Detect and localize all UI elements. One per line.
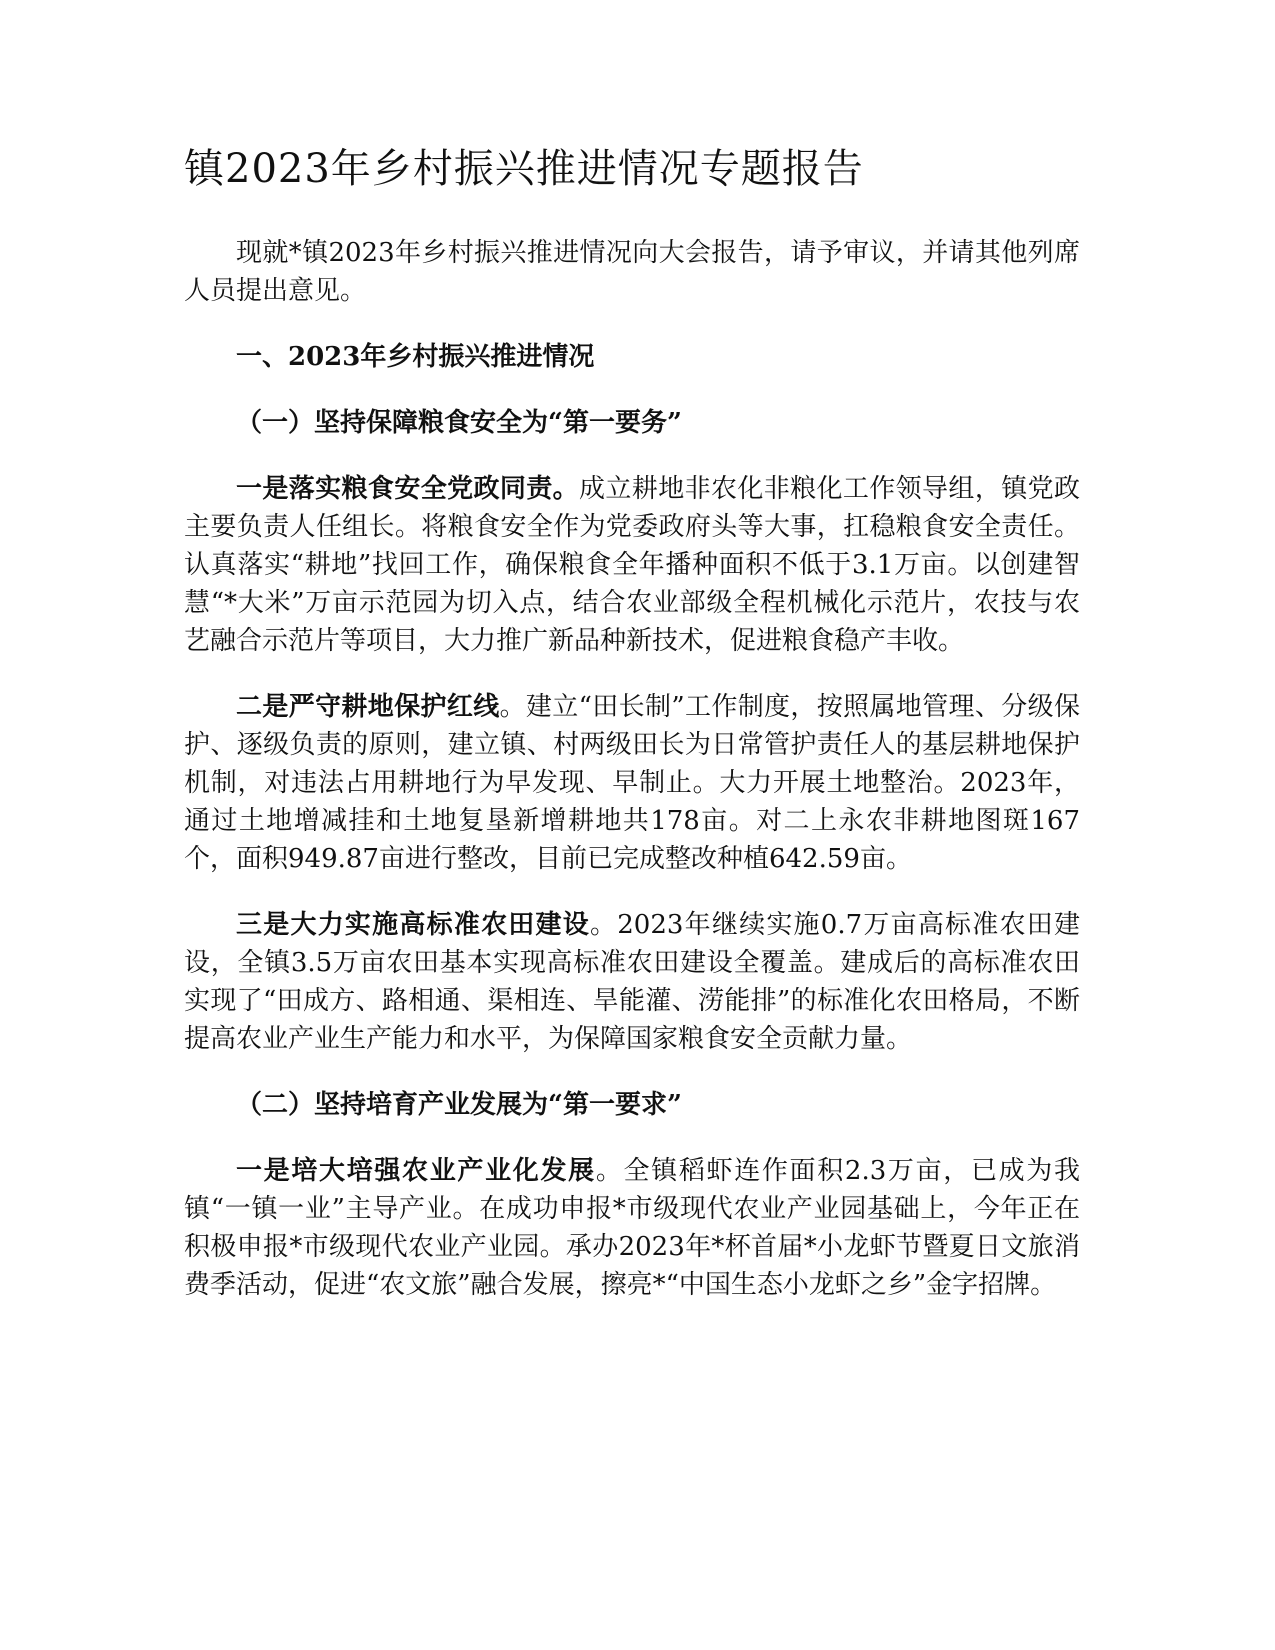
document-title: 镇2023年乡村振兴推进情况专题报告 (184, 146, 864, 192)
paragraph-body: 。全镇稻虾连作面积2.3万亩，已成为我镇“一镇一业”主导产业。在成功申报*市级现代农业产业园基础上，今年正在积极申报*市级现代农业产业园。承办2023年*杯首届*小龙虾节暨夏日文旅消费季活动，促进“农文旅”融合发展，擦亮*“中国生态小龙虾之乡”金字招牌。 (184, 1156, 1080, 1300)
section-1-heading: 一、2023年乡村振兴推进情况 (236, 342, 595, 372)
paragraph-lead: 二是严守耕地保护红线 (236, 692, 500, 722)
paragraph-lead: 三是大力实施高标准农田建设 (236, 910, 590, 940)
paragraph-industrialization (184, 1152, 1080, 1304)
paragraph-body: 。建立“田长制”工作制度，按照属地管理、分级保护、逐级负责的原则，建立镇、村两级田长为日常管护责任人的基层耕地保护机制，对违法占用耕地行为早发现、早制止。大力开展土地整治。2023年，通过土地增减挂和土地复垦新增耕地共178亩。对二上永农非耕地图斑167个，面积949.87亩进行整改，目前已完成整改种植642.59亩。 (184, 692, 1080, 874)
paragraph-lead: 一是落实粮食安全党政同责。 (236, 474, 580, 504)
subsection-2-heading: （二）坚持培育产业发展为“第一要求” (236, 1090, 682, 1120)
paragraph-body: 成立耕地非农化非粮化工作领导组，镇党政主要负责人任组长。将粮食安全作为党委政府头等大事，扛稳粮食安全责任。认真落实“耕地”找回工作，确保粮食全年播种面积不低于3.1万亩。以创建智慧“*大米”万亩示范园为切入点，结合农业部级全程机械化示范片，农技与农艺融合示范片等项目，大力推广新品种新技术，促进粮食稳产丰收。 (184, 474, 1080, 656)
paragraph-food-security-responsibility (184, 470, 1080, 660)
paragraph-lead: 一是培大培强农业产业化发展 (236, 1156, 596, 1186)
paragraph-body: 。2023年继续实施0.7万亩高标准农田建设，全镇3.5万亩农田基本实现高标准农田建设全覆盖。建成后的高标准农田实现了“田成方、路相通、渠相连、旱能灌、涝能排”的标准化农田格局，不断提高农业产业生产能力和水平，为保障国家粮食安全贡献力量。 (184, 910, 1080, 1054)
document-page (184, 140, 1080, 1332)
paragraph-high-standard-farmland (184, 906, 1080, 1058)
subsection-1-heading: （一）坚持保障粮食安全为“第一要务” (236, 408, 682, 438)
paragraph-farmland-protection (184, 688, 1080, 878)
intro-paragraph: 现就*镇2023年乡村振兴推进情况向大会报告，请予审议，并请其他列席人员提出意见。 (184, 238, 1080, 306)
